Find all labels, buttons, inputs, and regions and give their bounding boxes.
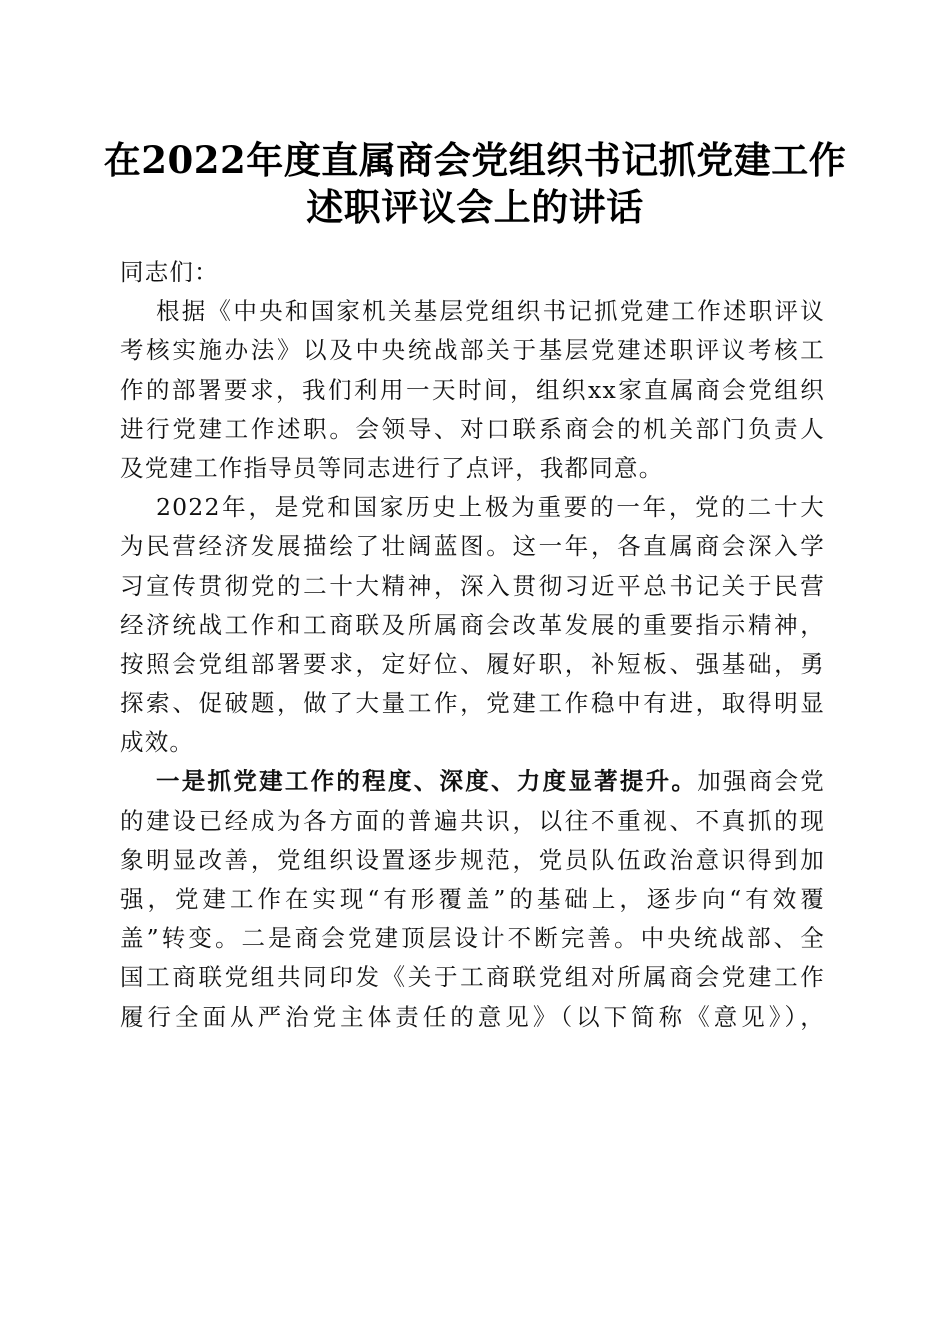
paragraph-1-line-2: 考核实施办法》以及中央统战部关于基层党建述职评议考核工	[120, 336, 825, 365]
paragraph-2-line-2: 为民营经济发展描绘了壮阔蓝图。这一年，各直属商会深入学	[120, 532, 825, 561]
document-title	[100, 137, 850, 231]
paragraph-3-line-3: 象明显改善，党组织设置逐步规范，党员队伍政治意识得到加	[120, 845, 825, 874]
paragraph-1-line-1: 根据《中央和国家机关基层党组织书记抓党建工作述职评议	[156, 297, 825, 326]
paragraph-2-line-5: 按照会党组部署要求，定好位、履好职，补短板、强基础，勇	[120, 649, 825, 678]
paragraph-1-line-3: 作的部署要求，我们利用一天时间，组织xx家直属商会党组织	[120, 375, 825, 404]
title-line-2: 述职评议会上的讲话	[306, 185, 644, 229]
paragraph-3-line-7: 履行全面从严治党主体责任的意见》（以下简称《意见》），	[120, 1002, 825, 1031]
paragraph-3-line-4: 强，党建工作在实现“有形覆盖”的基础上，逐步向“有效覆	[120, 885, 825, 913]
paragraph-1-line-5: 及党建工作指导员等同志进行了点评，我都同意。	[120, 453, 664, 482]
salutation: 同志们：	[120, 258, 219, 286]
paragraph-1-line-4: 进行党建工作述职。会领导、对口联系商会的机关部门负责人	[120, 414, 825, 443]
title-line-1: 在2022年度直属商会党组织书记抓党建工作	[103, 138, 847, 182]
paragraph-2-line-4: 经济统战工作和工商联及所属商会改革发展的重要指示精神，	[120, 610, 825, 639]
document-body	[120, 253, 825, 1037]
paragraph-3-first-line-rest: 加强商会党	[697, 767, 826, 796]
paragraph-3-line-1	[120, 762, 825, 801]
paragraph-3-bold-lead: 一是抓党建工作的程度、深度、力度显著提升。	[156, 767, 698, 796]
paragraph-3-line-2: 的建设已经成为各方面的普遍共识，以往不重视、不真抓的现	[120, 806, 825, 835]
paragraph-3-line-5: 盖”转变。二是商会党建顶层设计不断完善。中央统战部、全	[120, 924, 825, 953]
paragraph-2-line-7: 成效。	[120, 728, 195, 757]
paragraph-3-line-6: 国工商联党组共同印发《关于工商联党组对所属商会党建工作	[120, 963, 825, 992]
paragraph-2-line-6: 探索、促破题，做了大量工作，党建工作稳中有进，取得明显	[120, 689, 825, 718]
paragraph-2-line-3: 习宣传贯彻党的二十大精神，深入贯彻习近平总书记关于民营	[120, 571, 825, 600]
paragraph-2-line-1: 2022年，是党和国家历史上极为重要的一年，党的二十大	[156, 493, 825, 522]
